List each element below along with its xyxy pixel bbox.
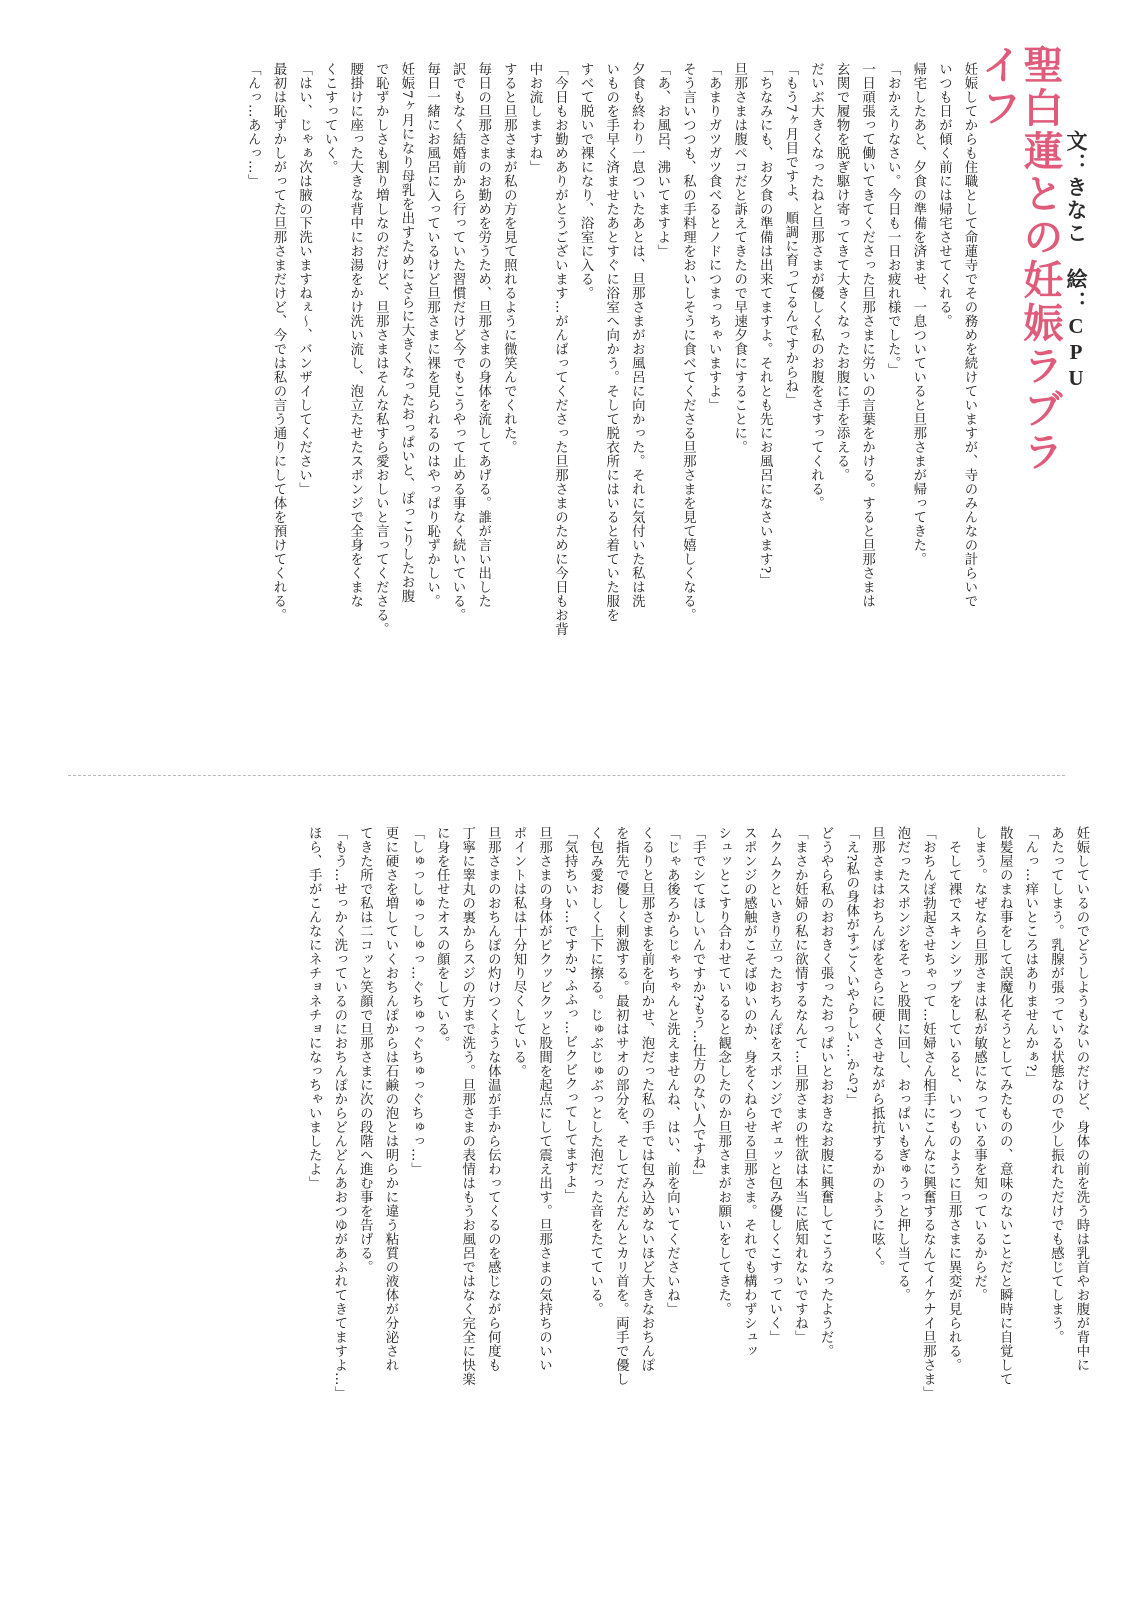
text-column: 妊娠してからも住職として命蓮寺でその務めを続けていますが、寺のみんなの計らいで [962, 62, 977, 608]
text-column: 「もう7ヶ月目ですよ、順調に育ってるんですからね」 [782, 62, 798, 408]
text-column: 丁寧に睾丸の裏からスジの方まで洗う。旦那さまの表情はもうお風呂ではなく完全に快楽 [459, 826, 475, 1386]
text-column: 「じゃあ後ろからじゃちゃんと洗えませんね、はい、前を向いてくださいね」 [664, 826, 680, 1316]
text-column: 「んっ…あんっ…」 [245, 62, 261, 188]
text-column: で恥ずかしさも割り増しなのだけど、旦那さまはそんな私すら愛おしいと言ってくださる。 [373, 62, 389, 636]
text-column: 最初は恥ずかしがってた旦那さまだけど、今では私の言う通りにして体を預けてくれる。 [270, 62, 286, 622]
top-text-columns [239, 62, 981, 742]
text-column: 「あまりガツガツ食べるとノドにつまっちゃいますよ」 [706, 62, 722, 412]
page-title: 聖白蓮との妊娠ラブライフ [975, 44, 1064, 474]
text-column: 「まさか妊婦の私に欲情するなんて…旦那さまの性欲は本当に底知れないですね」 [792, 826, 808, 1344]
text-column: そして裸でスキンシップをしていると、いつものように旦那さまに異変が見られる。 [946, 840, 962, 1372]
text-column: く包み愛おしく上下に擦る。じゅぶじゅぶっとした泡だった音をたてている。 [587, 826, 603, 1316]
text-column: 妊娠しているのでどうしようもないのだけど、身体の前を洗う時は乳首やお腹が背中に [1074, 826, 1089, 1372]
text-column: 「あ、お風呂、沸いてますよ」 [654, 62, 670, 258]
text-column: くこすっていく。 [322, 62, 338, 174]
text-column: 「おちんぽ勃起させちゃって…妊婦さん相手にこんなに興奮するなんてイケナイ旦那さま」 [920, 826, 936, 1400]
text-column: 旦那さまはおちんぽをさらに硬くさせながら抵抗するかのように呟く。 [869, 826, 885, 1274]
text-column: 旦那さまは腹ペコだと訴えてきたので早速夕食にすることに。 [731, 62, 747, 454]
text-column: どうやら私のおおきく張ったおっぱいとおおきなお腹に興奮してこうなったようだ。 [818, 826, 834, 1358]
text-column: に身を任せたオスの顔をしている。 [434, 826, 450, 1050]
text-column: 「今日もお勤めありがとうございます…がんばってくださった旦那さまのために今日もお背 [552, 62, 568, 636]
text-column: そう言いつつも、私の手料理をおいしそうに食べてくださる旦那さまを見て嬉しくなる。 [680, 62, 696, 622]
text-column: いものを手早く済ませたあとすぐに浴室へ向かう。そして脱衣所にはいると着ていた服を [603, 62, 619, 622]
text-column: 一日頑張って働いてきてくださった旦那さまに労いの言葉をかける。すると旦那さまは [859, 62, 875, 608]
text-column: 訳でもなく結婚前から行っていた習慣だけど今でもこうやって止める事なく続いている。 [450, 62, 466, 622]
text-column: 「気持ちいい…ですか? ふふっ…ビクビクってしてますよ」 [562, 826, 578, 1203]
text-column: てきた所で私は二コッと笑顔で旦那さまに次の段階へ進む事を告げる。 [357, 826, 373, 1274]
text-column: ポイントは私は十分知り尽くしている。 [510, 826, 526, 1078]
text-column: 旦那さまの身体がビクッビクッと股間を起点にして震え出す。旦那さまの気持ちのいい [536, 826, 552, 1372]
text-column: 泡だったスポンジをそっと股間に回し、おっぱいもぎゅうっと押し当てる。 [894, 826, 910, 1302]
text-column: しまう。なぜなら旦那さまは私が敏感になっている事を知っているからだ。 [971, 826, 987, 1302]
text-column: すべて脱いで裸になり、浴室に入る。 [578, 62, 594, 300]
text-column: ムクムクといきり立ったおちんぽをスポンジでギュッと包み優しくこすっていく」 [766, 826, 782, 1344]
bottom-text-columns [300, 826, 1093, 1556]
text-column: 「手でシてほしいんですか?もう…仕方のない人ですね」 [690, 826, 706, 1184]
top-section [0, 18, 1133, 758]
text-column: 「はい、じゃぁ次は腋の下洗いますねぇ～、バンザイしてください」 [296, 62, 312, 496]
text-column: だいぶ大きくなったねと旦那さまが優しく私のお腹をさすってくれる。 [808, 62, 824, 510]
text-column: 中お流しますね」 [526, 62, 542, 174]
text-column: シュッとこすり合わせているると観念したのか旦那さまがお願いをしてきた。 [715, 826, 731, 1316]
text-column: 「んっ…痒いところはありませんかぁ?」 [1022, 826, 1038, 1086]
credit-line: 文：きなこ 絵：CPU [1064, 130, 1088, 392]
text-column: すると旦那さまが私の方を見て照れるように微笑んでくれた。 [501, 62, 517, 454]
text-column: ほら、手がこんなにネチョネチョになっちゃいましたよ」 [306, 826, 322, 1190]
text-column: 旦那さまのおちんぽの灼けつくような体温が手から伝わってくるのを感じながら何度も [485, 826, 501, 1372]
bottom-section [0, 800, 1133, 1590]
text-column: 妊娠7ヶ月になり母乳を出すためにさらに大きくなったおっぱいと、ぽっこりしたお腹 [398, 62, 414, 604]
text-column: 更に硬さを増していくおちんぽからは石鹸の泡とは明らかに違う粘質の液体が分泌され [382, 826, 398, 1372]
text-column: 「え?私の身体がすごくいやらしい…から?」 [843, 826, 859, 1108]
text-column: を指先で優しく刺激する。最初はサオの部分を、そしてだんだんとカリ首を。両手で優し [613, 826, 629, 1386]
text-column: 毎日一緒にお風呂に入っているけど旦那さまに裸を見られるのはやっぱり恥ずかしい。 [424, 62, 440, 608]
text-column: 「ちなみにも、お夕食の準備は出来てますよ。それとも先にお風呂になさいます?」 [757, 62, 773, 588]
text-column: 帰宅したあと、夕食の準備を済ませ、一息ついていると旦那さまが帰ってきた。 [910, 62, 926, 566]
text-column: 毎日の旦那さまのお勤めを労うため、旦那さまの身体を流してあげる。誰が言い出した [475, 62, 491, 608]
text-column: 「しゅっしゅっしゅっ…ぐちゅっぐちゅっぐちゅっ…」 [408, 826, 424, 1176]
text-column: 「おかえりなさい。今日も一日お疲れ様でした。」 [885, 62, 901, 378]
text-column: あたってしまう。乳腺が張っている状態なので少し振れただけでも感じてしまう。 [1048, 826, 1064, 1344]
text-column: いつも日が傾く前には帰宅させてくれる。 [936, 62, 952, 328]
section-divider [68, 775, 1065, 776]
text-column: 「もう…せっかく洗っているのにおちんぽからどんどんあおつゆがあふれてきてますよ…」 [331, 826, 347, 1400]
title-block [977, 44, 1099, 744]
text-column: 玄関で履物を脱ぎ駆け寄ってきて大きくなったお腹に手を添える。 [834, 62, 850, 482]
text-column: 夕食も終わり一息ついたあとは、旦那さまがお風呂に向かった。それに気付いた私は洗 [629, 62, 645, 608]
text-column: スポンジの感触がこそばゆいのか、身をくねらせる旦那さま。それでも構わずシュッ [741, 826, 757, 1358]
text-column: 腰掛けに座った大きな背中にお湯をかけ洗い流し、泡立たせたスポンジで全身をくまな [347, 62, 363, 608]
text-column: 散髪屋のまね事をして誤魔化そうとしてみたものの、意味のないことだと瞬時に自覚して [997, 826, 1013, 1386]
text-column: くるりと旦那さまを前を向かせ、泡だった私の手では包み込めないほど大きなおちんぽ [638, 826, 654, 1372]
